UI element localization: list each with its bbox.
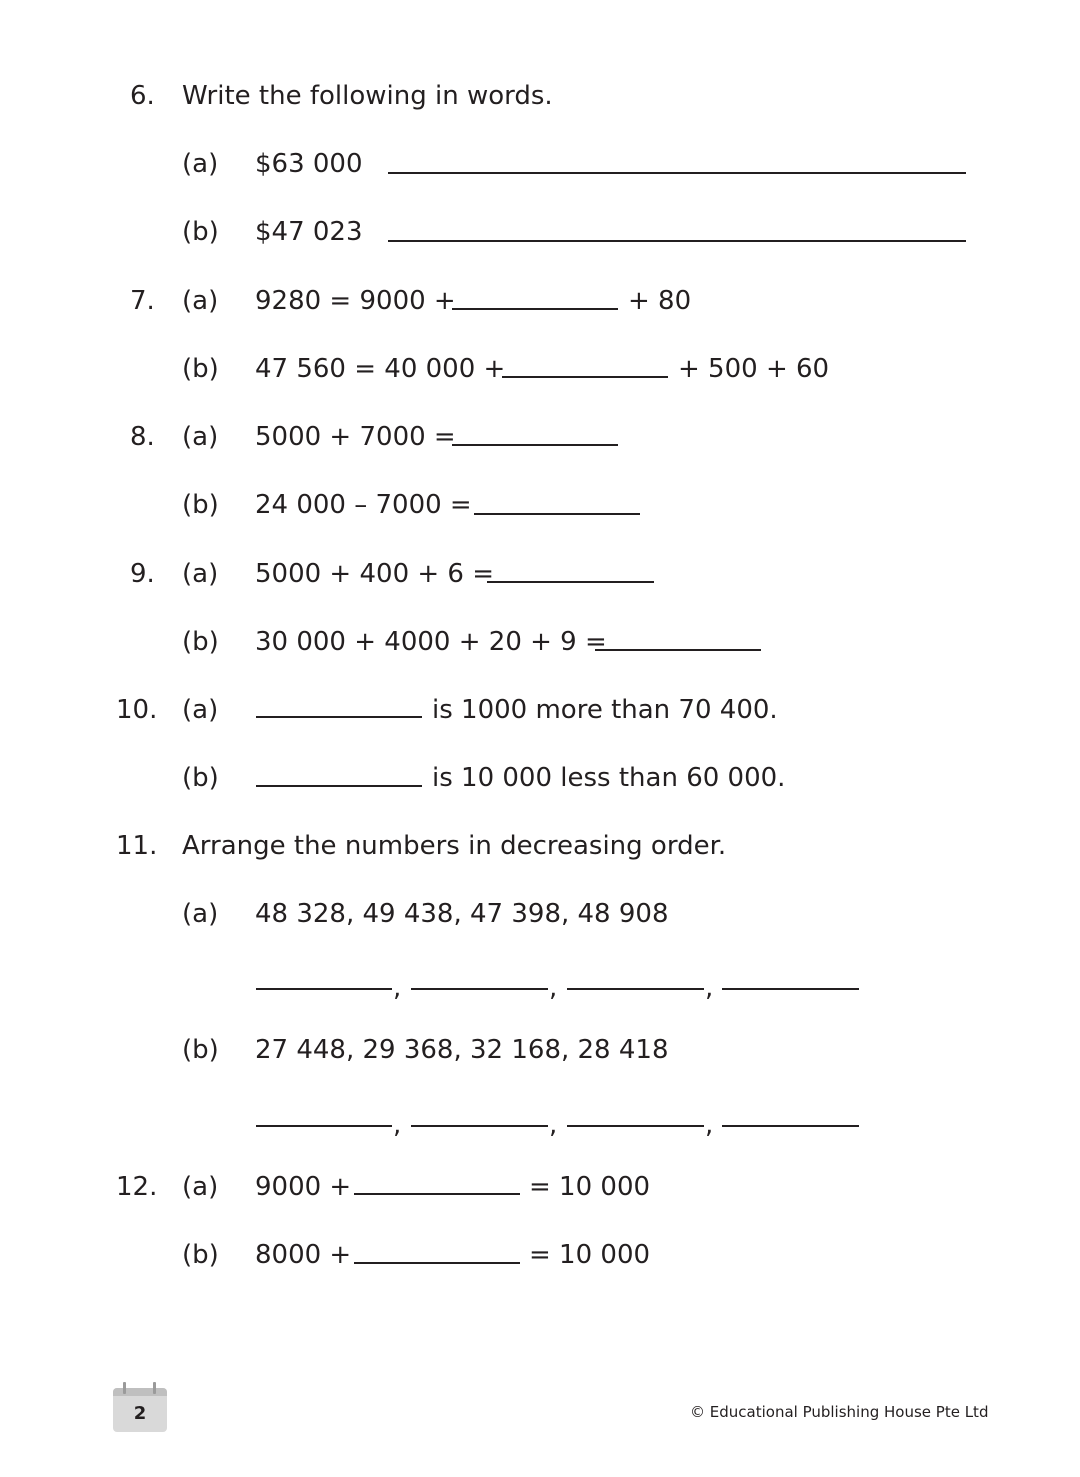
part-label: (a) <box>182 1172 219 1202</box>
answer-blank[interactable] <box>354 1193 520 1195</box>
calendar-ring-icon <box>123 1382 126 1394</box>
equation-left: 5000 + 400 + 6 = <box>255 559 495 589</box>
answer-blank[interactable] <box>722 988 859 990</box>
separator: , <box>549 973 558 1003</box>
part-label: (a) <box>182 286 219 316</box>
separator: , <box>549 1110 558 1140</box>
part-label: (b) <box>182 490 219 520</box>
answer-blank[interactable] <box>722 1125 859 1127</box>
part-label: (b) <box>182 354 219 384</box>
part-label: (a) <box>182 149 219 179</box>
answer-blank[interactable] <box>474 513 640 515</box>
answer-blank[interactable] <box>567 988 704 990</box>
copyright-notice: © Educational Publishing House Pte Ltd <box>690 1403 989 1421</box>
statement: is 1000 more than 70 400. <box>432 695 778 725</box>
answer-blank[interactable] <box>256 785 422 787</box>
answer-blank[interactable] <box>256 988 392 990</box>
separator: , <box>705 1110 714 1140</box>
part-label: (a) <box>182 422 219 452</box>
question-text: Write the following in words. <box>182 81 553 111</box>
answer-blank[interactable] <box>256 716 422 718</box>
answer-blank[interactable] <box>256 1125 392 1127</box>
part-label: (a) <box>182 899 219 929</box>
equation-right: = 10 000 <box>529 1240 651 1270</box>
number-list: 27 448, 29 368, 32 168, 28 418 <box>255 1035 669 1065</box>
part-label: (b) <box>182 1240 219 1270</box>
equation-right: + 80 <box>628 286 692 316</box>
answer-blank[interactable] <box>354 1262 520 1264</box>
answer-blank[interactable] <box>411 988 548 990</box>
separator: , <box>705 973 714 1003</box>
answer-blank[interactable] <box>595 649 761 651</box>
page-number: 2 <box>133 1403 147 1424</box>
question-number: 11. <box>116 831 158 861</box>
equation-left: 47 560 = 40 000 + <box>255 354 506 384</box>
equation-right: = 10 000 <box>529 1172 651 1202</box>
equation-left: 5000 + 7000 = <box>255 422 456 452</box>
question-number: 12. <box>116 1172 158 1202</box>
equation-left: 8000 + <box>255 1240 352 1270</box>
part-label: (b) <box>182 763 219 793</box>
part-label: (a) <box>182 695 219 725</box>
equation-left: 9000 + <box>255 1172 352 1202</box>
question-number: 6. <box>130 81 155 111</box>
calendar-ring-icon <box>153 1382 156 1394</box>
separator: , <box>393 1110 402 1140</box>
question-number: 8. <box>130 422 155 452</box>
number-list: 48 328, 49 438, 47 398, 48 908 <box>255 899 669 929</box>
separator: , <box>393 973 402 1003</box>
answer-blank[interactable] <box>487 581 654 583</box>
question-number: 7. <box>130 286 155 316</box>
equation-left: 24 000 – 7000 = <box>255 490 472 520</box>
amount: $47 023 <box>255 217 363 247</box>
equation-left: 9280 = 9000 + <box>255 286 456 316</box>
answer-blank[interactable] <box>388 172 966 174</box>
part-label: (b) <box>182 1035 219 1065</box>
answer-blank[interactable] <box>388 240 966 242</box>
calendar-icon <box>113 1388 167 1396</box>
equation-left: 30 000 + 4000 + 20 + 9 = <box>255 627 607 657</box>
question-text: Arrange the numbers in decreasing order. <box>182 831 727 861</box>
part-label: (b) <box>182 627 219 657</box>
equation-right: + 500 + 60 <box>678 354 830 384</box>
question-number: 9. <box>130 559 155 589</box>
answer-blank[interactable] <box>452 444 618 446</box>
answer-blank[interactable] <box>567 1125 704 1127</box>
answer-blank[interactable] <box>502 376 668 378</box>
question-number: 10. <box>116 695 158 725</box>
answer-blank[interactable] <box>452 308 618 310</box>
statement: is 10 000 less than 60 000. <box>432 763 786 793</box>
answer-blank[interactable] <box>411 1125 548 1127</box>
part-label: (b) <box>182 217 219 247</box>
part-label: (a) <box>182 559 219 589</box>
amount: $63 000 <box>255 149 363 179</box>
